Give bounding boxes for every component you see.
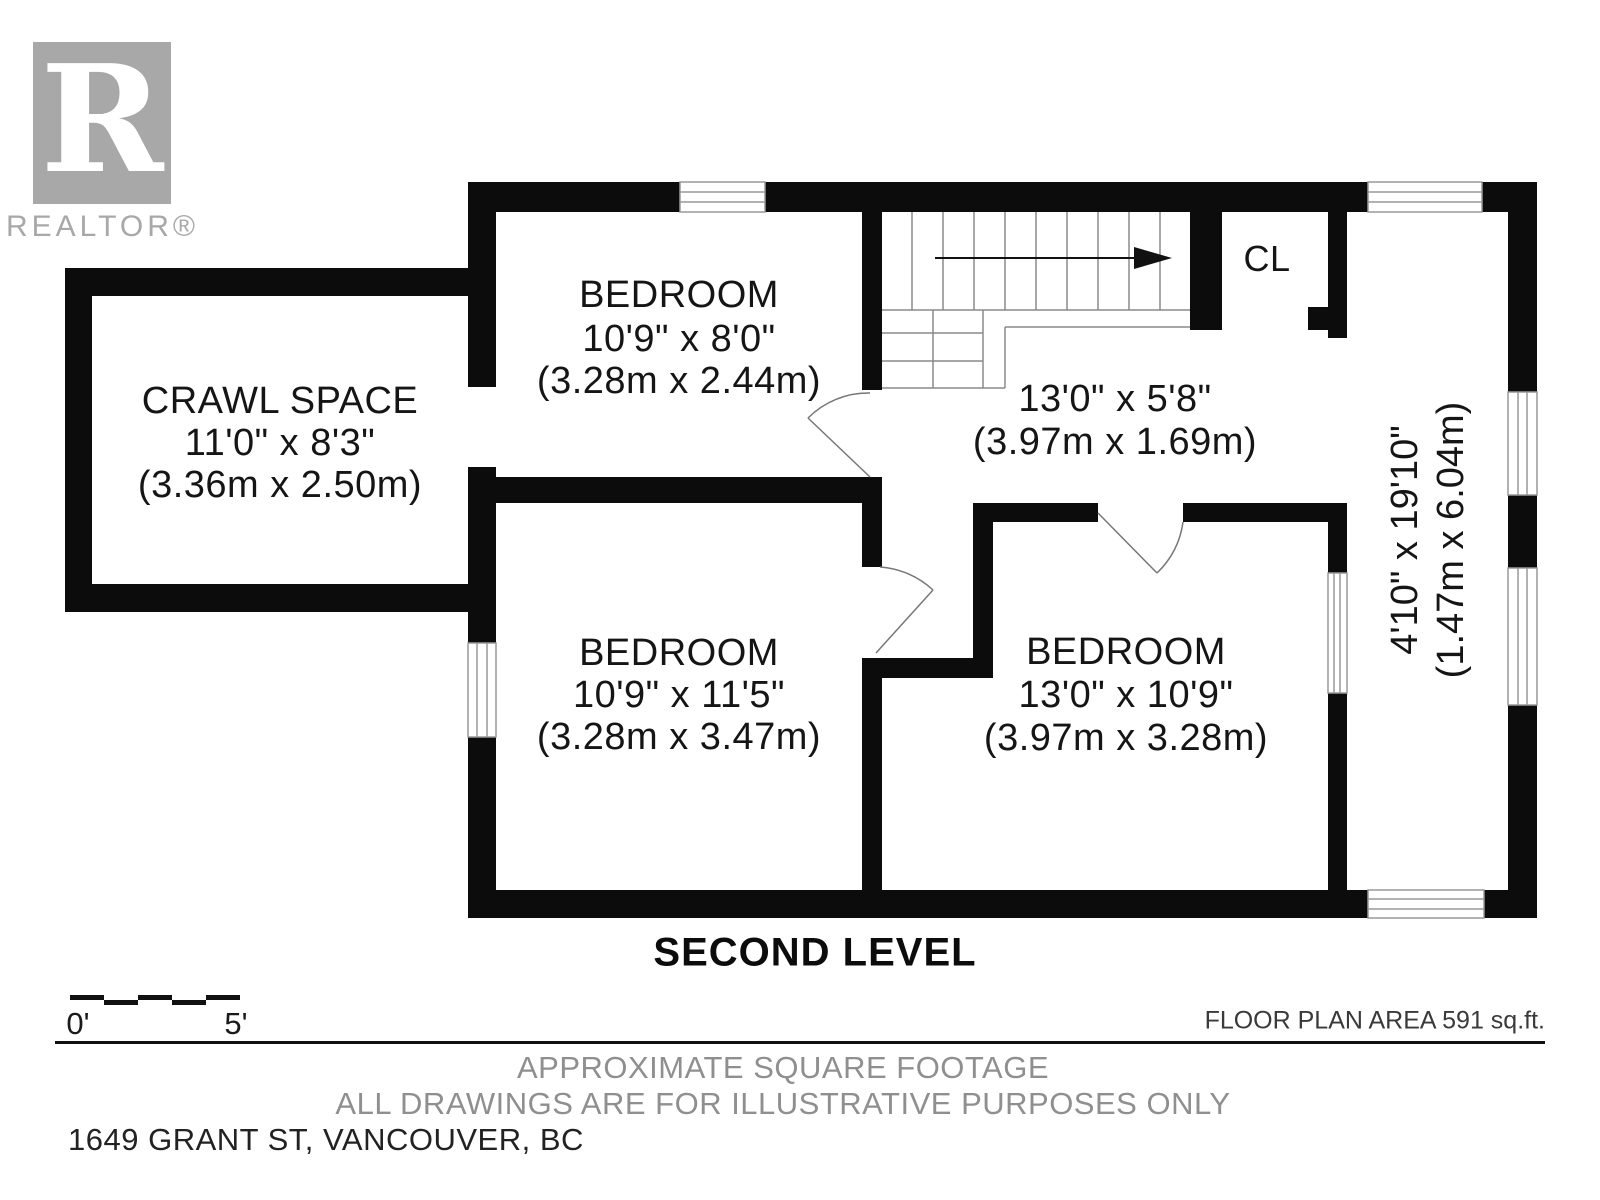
side-room-label [1382,402,1474,679]
door-swing [876,567,933,653]
window [1368,182,1482,212]
level-title: SECOND LEVEL [653,930,977,975]
wall-segment [1328,212,1347,338]
property-address: 1649 GRANT ST, VANCOUVER, BC [68,1122,584,1157]
window [680,182,765,212]
closet-label: CL [1243,238,1291,280]
window [1368,890,1484,918]
bedroom-right-dims-m: (3.97m x 3.28m) [983,717,1269,760]
realtor-logo [33,32,171,206]
bedroom-right-dims-ft: 13'0" x 10'9" [1018,674,1234,717]
wall-segment [65,268,92,612]
wall-segment [468,182,496,918]
side-room-dims-m: (1.47m x 6.04m) [1430,401,1472,679]
crawl-space-dims-ft: 11'0" x 8'3" [184,422,376,465]
disclaimer-line-1: APPROXIMATE SQUARE FOOTAGE [516,1050,1050,1085]
crawl-space-dims-m: (3.36m x 2.50m) [137,464,423,507]
footer-divider [55,1041,1545,1044]
bedroom-right-label: BEDROOM [1026,631,1226,674]
staircase [882,212,1190,388]
crawl-space-access-opening [467,387,497,467]
bedroom-top-label: BEDROOM [579,274,779,317]
bedroom-left-label: BEDROOM [579,632,779,675]
window [1508,568,1537,705]
bedroom-left-dims-ft: 10'9" x 11'5" [572,674,786,717]
wall-segment [1308,307,1328,330]
wall-segment [1508,182,1537,918]
side-room-dims-ft: 4'10" x 19'10" [1384,425,1426,655]
window [468,643,496,737]
stairs-direction-arrow [935,247,1172,269]
openings [467,387,497,467]
door-swing [1098,513,1183,573]
walls [65,182,1537,918]
realtor-logo-label: REALTOR® [6,210,200,243]
wall-segment [496,477,882,503]
bedroom-left-dims-m: (3.28m x 3.47m) [536,716,822,759]
wall-segment [862,477,882,567]
window [1328,573,1347,693]
wall-segment [65,268,468,296]
disclaimer-line-2: ALL DRAWINGS ARE FOR ILLUSTRATIVE PURPOSES ONLY [335,1086,1231,1121]
wall-segment [1183,503,1347,522]
window [1508,392,1537,495]
wall-segment [1190,212,1222,330]
crawl-space-label: CRAWL SPACE [141,380,419,423]
scale-end-label: 5' [224,1006,248,1041]
wall-segment [1328,503,1347,890]
bedroom-top-dims-m: (3.28m x 2.44m) [536,360,822,403]
wall-segment [862,212,882,390]
floor-plan-area-note: FLOOR PLAN AREA 591 sq.ft. [1204,1006,1545,1035]
wall-segment [973,503,1098,522]
door-swing [808,393,870,477]
wall-segment [973,503,993,678]
hall-dims-ft: 13'0" x 5'8" [1018,378,1212,421]
arrow-head-icon [1134,247,1172,269]
bedroom-top-dims-ft: 10'9" x 8'0" [582,318,776,361]
hall-dims-m: (3.97m x 1.69m) [972,421,1258,464]
wall-segment [862,658,882,890]
scale-start-label: 0' [66,1006,90,1041]
realtor-r-icon: R [40,32,164,206]
scale-bar [70,995,240,1005]
wall-segment [65,584,468,612]
